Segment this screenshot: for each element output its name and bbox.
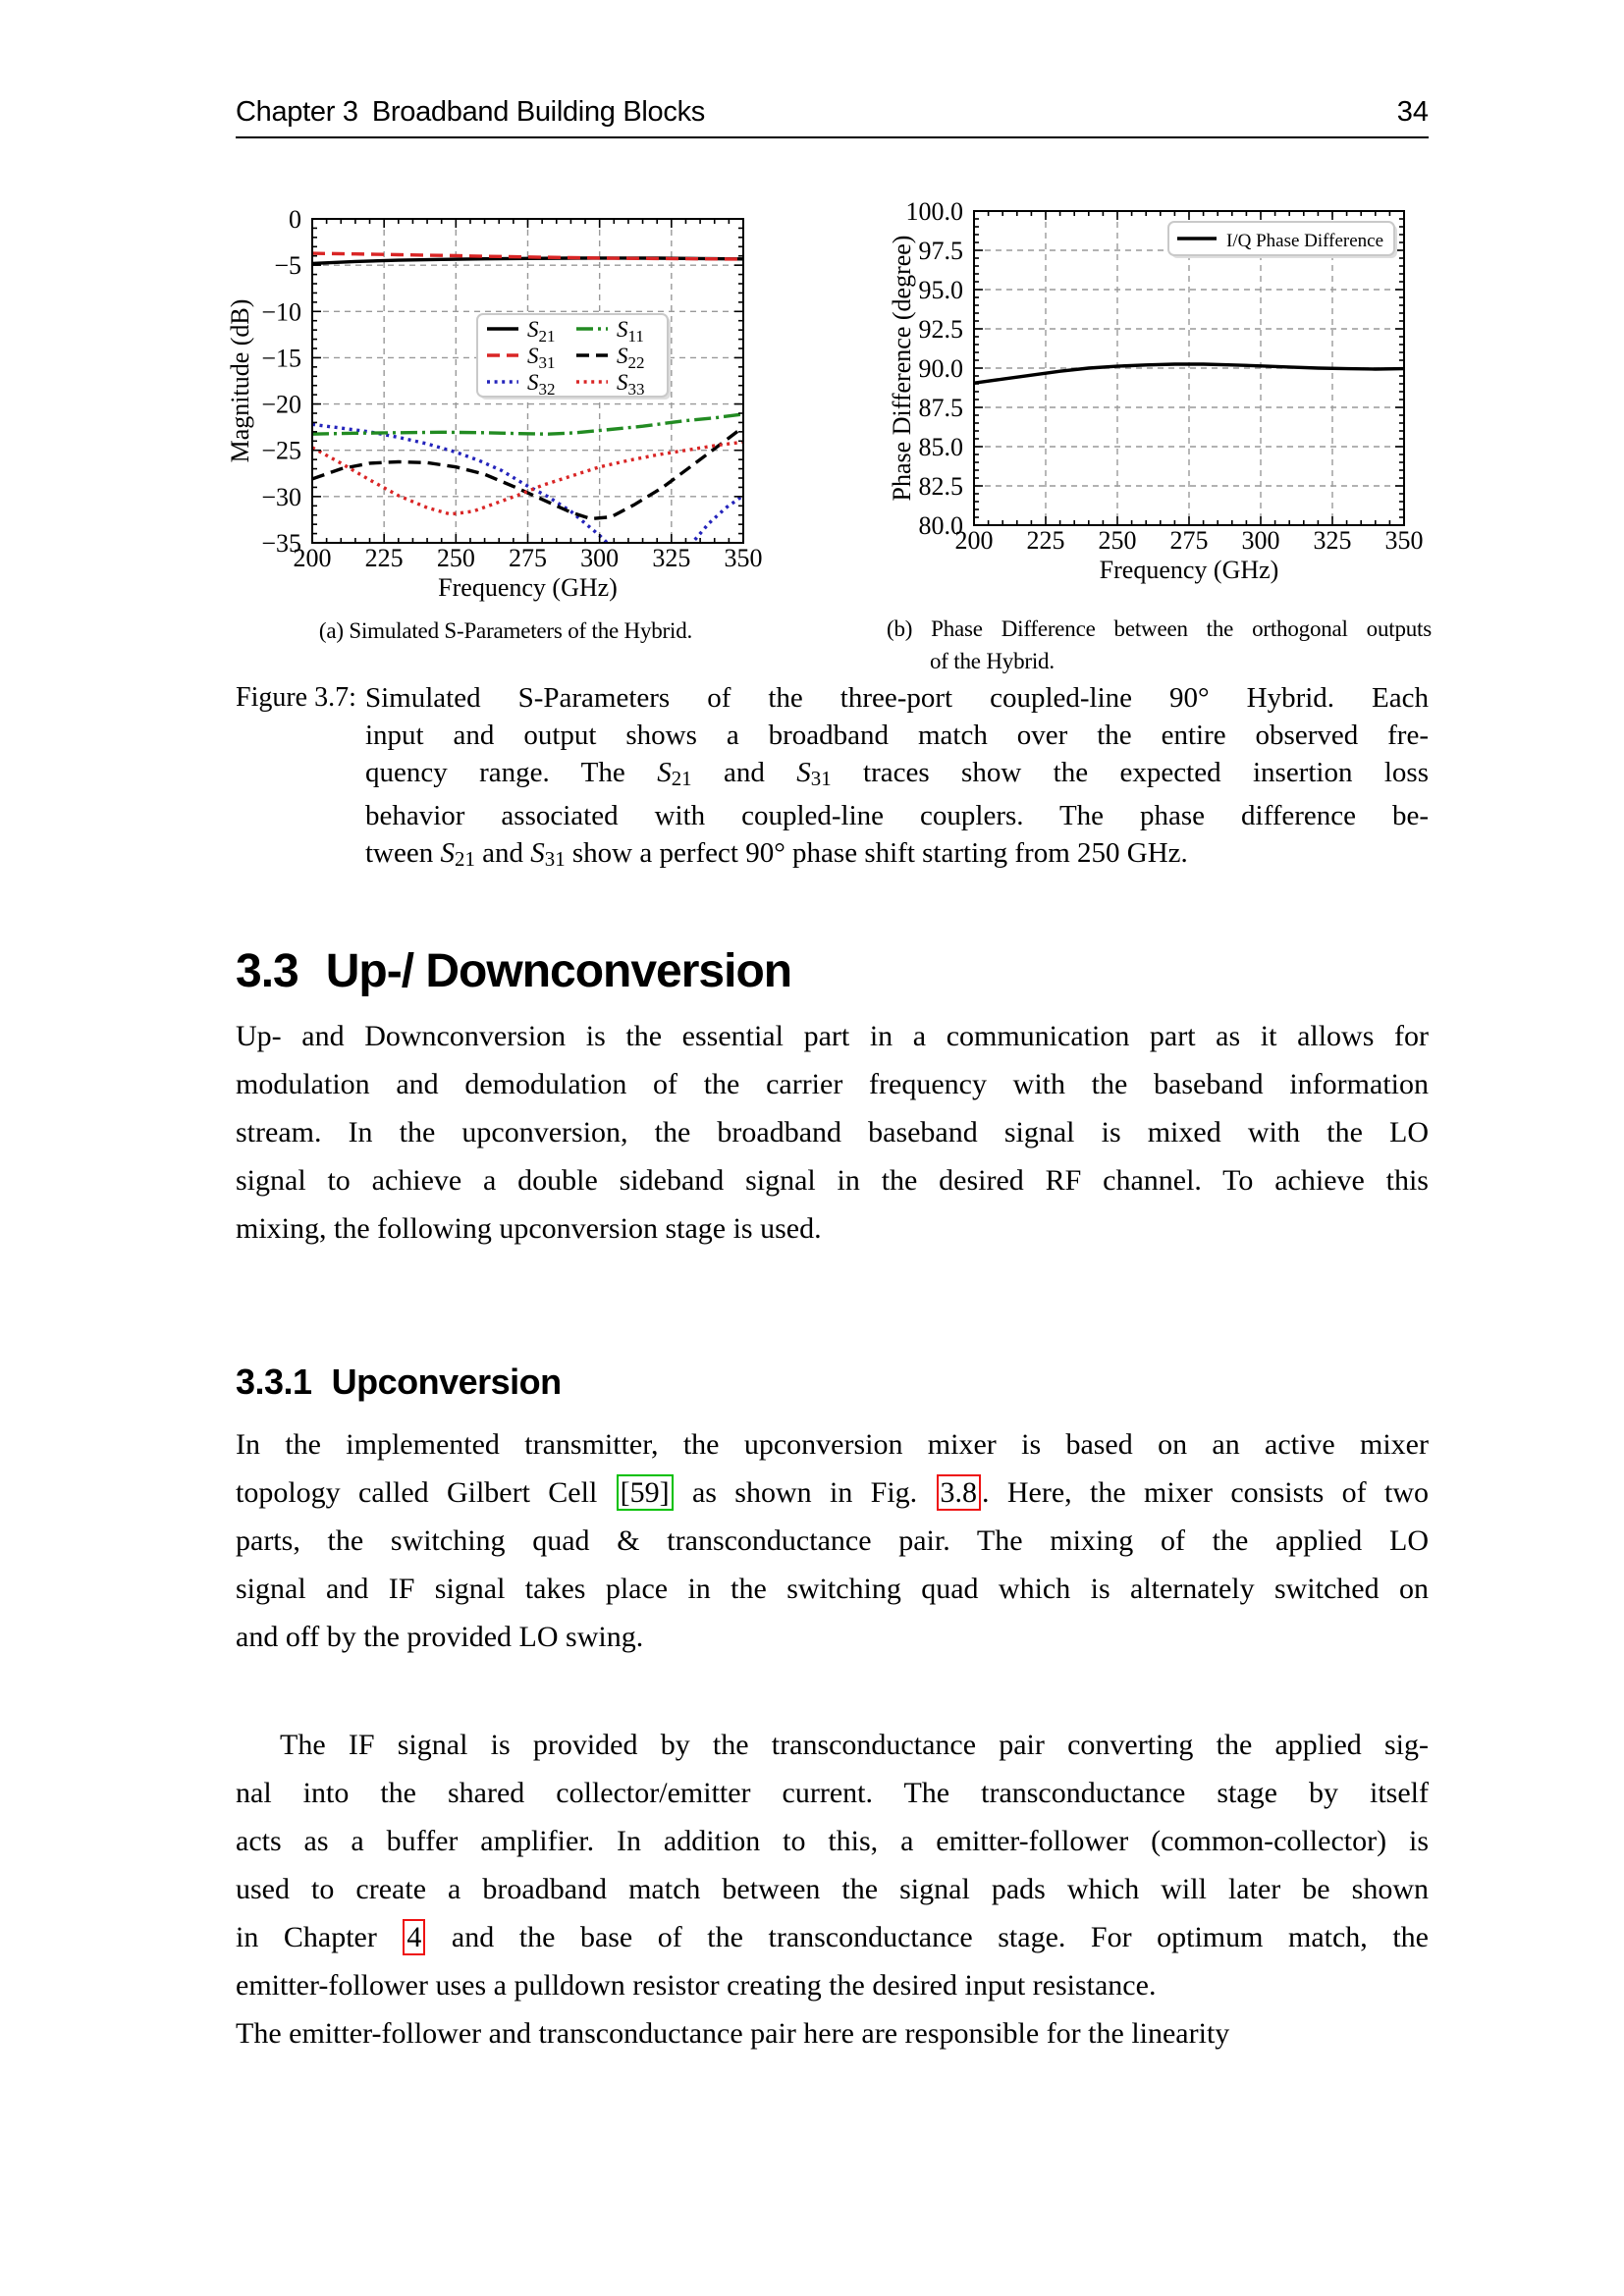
text-segment: S bbox=[657, 757, 672, 788]
text-line: The IF signal is provided by the transconductance pair converting the applied sig- bbox=[280, 1729, 1429, 1761]
svg-text:82.5: 82.5 bbox=[918, 472, 963, 501]
svg-text:250: 250 bbox=[1098, 526, 1137, 555]
svg-text:I/Q Phase Difference: I/Q Phase Difference bbox=[1226, 231, 1384, 251]
s-parameters-chart bbox=[226, 142, 785, 614]
svg-text:Frequency (GHz): Frequency (GHz) bbox=[438, 573, 618, 602]
text-segment: 21 bbox=[671, 766, 692, 790]
svg-text:200: 200 bbox=[954, 526, 994, 555]
text-line: modulation and demodulation of the carrier frequency with the baseband information bbox=[236, 1068, 1429, 1100]
text-line: acts as a buffer amplifier. In addition to this, a emitter-follower (common-collector) is bbox=[236, 1825, 1429, 1857]
subsection-heading bbox=[236, 1364, 562, 1400]
text-segment: S bbox=[440, 836, 455, 869]
text-line: Simulated S-Parameters of the three-port coupled-line 90° Hybrid. Each bbox=[365, 682, 1429, 714]
svg-text:97.5: 97.5 bbox=[918, 237, 963, 265]
text-line: Up- and Downconversion is the essential part in a communication part as it allows for bbox=[236, 1020, 1429, 1052]
svg-text:95.0: 95.0 bbox=[918, 276, 963, 304]
svg-text:85.0: 85.0 bbox=[918, 433, 963, 461]
fig-3-8-link[interactable]: 3.8 bbox=[937, 1474, 982, 1511]
svg-text:S21: $S_{21}$ bbox=[527, 317, 556, 346]
figure-caption bbox=[365, 679, 1429, 878]
running-header: Chapter 3 Broadband Building Blocks bbox=[236, 96, 705, 128]
svg-text:Frequency (GHz): Frequency (GHz) bbox=[1099, 556, 1279, 584]
svg-text:S32: $S_{32}$ bbox=[527, 370, 556, 399]
svg-text:80.0: 80.0 bbox=[918, 511, 963, 540]
text-line: used to create a broadband match between the signal pads which will later be shown bbox=[236, 1873, 1429, 1905]
svg-text:200: 200 bbox=[293, 544, 332, 572]
svg-text:325: 325 bbox=[1313, 526, 1352, 555]
text-segment: 21 bbox=[455, 846, 475, 871]
text-line: mixing, the following upconversion stage is used. bbox=[236, 1212, 822, 1245]
text-line: stream. In the upconversion, the broadband baseband signal is mixed with the LO bbox=[236, 1116, 1429, 1148]
paragraph-3 bbox=[236, 1721, 1429, 2057]
svg-text:90.0: 90.0 bbox=[918, 354, 963, 383]
svg-text:225: 225 bbox=[1026, 526, 1065, 555]
text-line: of the Hybrid. bbox=[930, 649, 1055, 673]
svg-text:−25: −25 bbox=[261, 436, 301, 465]
svg-text:−30: −30 bbox=[261, 482, 301, 511]
paragraph-1 bbox=[236, 1012, 1429, 1253]
subcaption-b bbox=[887, 613, 1432, 677]
svg-text:225: 225 bbox=[364, 544, 404, 572]
text-line: topology called Gilbert Cell [59] as shown in Fig. 3.8 . Here, the mixer consists of two bbox=[236, 1476, 1429, 1509]
text-segment: S bbox=[530, 836, 545, 869]
subfigure-a bbox=[226, 142, 785, 614]
svg-text:Phase Difference (degree): Phase Difference (degree) bbox=[888, 235, 916, 502]
text-line: (b) Phase Difference between the orthogonal outputs bbox=[887, 616, 1432, 641]
text-line: behavior associated with coupled-line couplers. The phase difference be- bbox=[365, 799, 1429, 831]
text-line: nal into the shared collector/emitter current. The transconductance stage by itself bbox=[236, 1777, 1429, 1809]
chapter-4-link[interactable]: 4 bbox=[403, 1919, 425, 1955]
svg-text:S33: $S_{33}$ bbox=[617, 370, 645, 399]
text-line: tween S21 and S31 show a perfect 90° phase shift starting from 250 GHz. bbox=[365, 836, 1188, 871]
subsection-title: Upconversion bbox=[331, 1362, 562, 1402]
text-segment: 31 bbox=[544, 846, 566, 871]
svg-text:275: 275 bbox=[1169, 526, 1209, 555]
svg-text:275: 275 bbox=[509, 544, 547, 572]
text-line: parts, the switching quad & transconductance pair. The mixing of the applied LO bbox=[236, 1524, 1429, 1557]
text-line: in Chapter 4 and the base of the transconductance stage. For optimum match, the bbox=[236, 1921, 1429, 1953]
svg-text:325: 325 bbox=[652, 544, 691, 572]
section-title: Up-/ Downconversion bbox=[325, 945, 792, 997]
svg-text:87.5: 87.5 bbox=[918, 394, 963, 422]
svg-text:0: 0 bbox=[289, 205, 301, 234]
svg-text:300: 300 bbox=[1241, 526, 1280, 555]
svg-text:−35: −35 bbox=[261, 529, 301, 558]
section-number: 3.3 bbox=[236, 945, 298, 997]
svg-text:−20: −20 bbox=[261, 390, 301, 419]
text-line: input and output shows a broadband match over the entire observed fre- bbox=[365, 720, 1429, 751]
page-number: 34 bbox=[1396, 96, 1429, 128]
svg-text:350: 350 bbox=[1384, 526, 1424, 555]
text-segment: S bbox=[796, 757, 811, 788]
svg-text:300: 300 bbox=[580, 544, 620, 572]
figure-caption-label: Figure 3.7: bbox=[236, 682, 356, 713]
cite-59-link[interactable]: [59] bbox=[617, 1474, 674, 1511]
text-line: The emitter-follower and transconductance pair here are responsible for the linearity bbox=[236, 2017, 1230, 2050]
text-line: and off by the provided LO swing. bbox=[236, 1621, 644, 1653]
svg-text:−15: −15 bbox=[261, 344, 301, 373]
text-segment: 31 bbox=[810, 766, 832, 790]
svg-text:Magnitude (dB): Magnitude (dB) bbox=[226, 298, 254, 463]
text-line: emitter-follower uses a pulldown resistor creating the desired input resistance. bbox=[236, 1969, 1157, 2002]
subfigure-b bbox=[884, 142, 1453, 604]
svg-text:S22: $S_{22}$ bbox=[617, 344, 645, 372]
svg-text:250: 250 bbox=[436, 544, 475, 572]
svg-text:350: 350 bbox=[724, 544, 763, 572]
svg-text:−10: −10 bbox=[261, 297, 301, 327]
svg-text:92.5: 92.5 bbox=[918, 315, 963, 344]
paragraph-2 bbox=[236, 1420, 1429, 1661]
text-line: In the implemented transmitter, the upconversion mixer is based on an active mixer bbox=[236, 1428, 1429, 1461]
text-line: signal to achieve a double sideband signal in the desired RF channel. To achieve this bbox=[236, 1164, 1429, 1197]
svg-text:S11: $S_{11}$ bbox=[617, 317, 644, 346]
svg-text:100.0: 100.0 bbox=[905, 197, 963, 226]
text-line: quency range. The S21 and S31 traces show the expected insertion loss bbox=[365, 757, 1429, 790]
section-heading bbox=[236, 945, 792, 997]
svg-text:−5: −5 bbox=[274, 251, 301, 281]
subcaption-a: (a) Simulated S-Parameters of the Hybrid. bbox=[318, 618, 693, 643]
svg-text:S31: $S_{31}$ bbox=[527, 344, 556, 372]
phase-difference-chart bbox=[884, 142, 1453, 604]
header-rule bbox=[236, 136, 1429, 138]
text-line: signal and IF signal takes place in the switching quad which is alternately switched on bbox=[236, 1573, 1429, 1605]
subsection-number: 3.3.1 bbox=[236, 1362, 312, 1402]
